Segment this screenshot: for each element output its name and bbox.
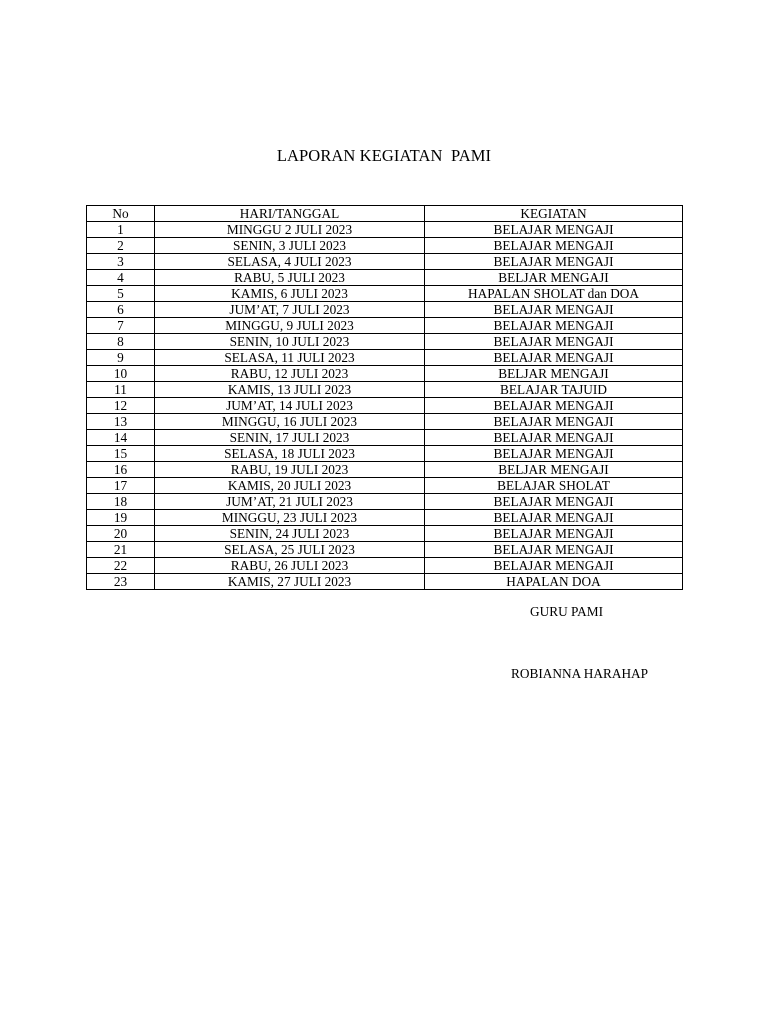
row-number-cell: 5 <box>87 286 155 302</box>
row-activity-cell: BELAJAR MENGAJI <box>425 222 683 238</box>
row-activity-cell: BELAJAR MENGAJI <box>425 318 683 334</box>
row-number-cell: 11 <box>87 382 155 398</box>
page-title: LAPORAN KEGIATAN PAMI <box>276 146 492 165</box>
row-activity-cell: BELJAR MENGAJI <box>425 366 683 382</box>
row-activity-cell: BELAJAR MENGAJI <box>425 430 683 446</box>
row-number-cell: 16 <box>87 462 155 478</box>
row-date-cell: SELASA, 11 JULI 2023 <box>155 350 425 366</box>
row-activity-cell: HAPALAN DOA <box>425 574 683 590</box>
row-number-cell: 1 <box>87 222 155 238</box>
row-date-cell: JUM’AT, 7 JULI 2023 <box>155 302 425 318</box>
table-row <box>87 222 683 238</box>
table-row <box>87 350 683 366</box>
table-row <box>87 382 683 398</box>
row-number-cell: 14 <box>87 430 155 446</box>
table-row <box>87 366 683 382</box>
row-number-cell: 12 <box>87 398 155 414</box>
row-number-cell: 7 <box>87 318 155 334</box>
row-number-cell: 9 <box>87 350 155 366</box>
row-number-cell: 21 <box>87 542 155 558</box>
row-number-cell: 20 <box>87 526 155 542</box>
row-activity-cell: BELAJAR MENGAJI <box>425 334 683 350</box>
row-number-cell: 18 <box>87 494 155 510</box>
row-activity-cell: BELAJAR MENGAJI <box>425 494 683 510</box>
table-row <box>87 574 683 590</box>
table-row <box>87 462 683 478</box>
row-number-cell: 4 <box>87 270 155 286</box>
row-activity-cell: BELJAR MENGAJI <box>425 270 683 286</box>
signature-role: GURU PAMI <box>530 604 604 619</box>
row-activity-cell: BELAJAR MENGAJI <box>425 414 683 430</box>
column-header-date: HARI/TANGGAL <box>155 206 425 222</box>
row-date-cell: JUM’AT, 14 JULI 2023 <box>155 398 425 414</box>
row-number-cell: 8 <box>87 334 155 350</box>
row-activity-cell: BELAJAR MENGAJI <box>425 254 683 270</box>
row-number-cell: 10 <box>87 366 155 382</box>
column-header-activity: KEGIATAN <box>425 206 683 222</box>
row-date-cell: MINGGU, 16 JULI 2023 <box>155 414 425 430</box>
row-number-cell: 2 <box>87 238 155 254</box>
row-date-cell: MINGGU, 9 JULI 2023 <box>155 318 425 334</box>
table-row <box>87 286 683 302</box>
row-number-cell: 13 <box>87 414 155 430</box>
row-date-cell: SENIN, 24 JULI 2023 <box>155 526 425 542</box>
row-date-cell: KAMIS, 6 JULI 2023 <box>155 286 425 302</box>
table-row <box>87 334 683 350</box>
row-date-cell: SELASA, 4 JULI 2023 <box>155 254 425 270</box>
row-date-cell: KAMIS, 13 JULI 2023 <box>155 382 425 398</box>
column-header-no: No <box>87 206 155 222</box>
row-activity-cell: BELAJAR SHOLAT <box>425 478 683 494</box>
table-row <box>87 478 683 494</box>
row-date-cell: RABU, 5 JULI 2023 <box>155 270 425 286</box>
row-date-cell: SENIN, 3 JULI 2023 <box>155 238 425 254</box>
table-row <box>87 542 683 558</box>
activity-report-table <box>86 205 683 590</box>
row-date-cell: SELASA, 18 JULI 2023 <box>155 446 425 462</box>
signature-name: ROBIANNA HARAHAP <box>511 666 649 681</box>
row-date-cell: RABU, 12 JULI 2023 <box>155 366 425 382</box>
row-number-cell: 6 <box>87 302 155 318</box>
row-number-cell: 23 <box>87 574 155 590</box>
table-row <box>87 494 683 510</box>
row-date-cell: MINGGU, 23 JULI 2023 <box>155 510 425 526</box>
row-activity-cell: BELAJAR TAJUID <box>425 382 683 398</box>
row-activity-cell: BELAJAR MENGAJI <box>425 398 683 414</box>
row-activity-cell: BELJAR MENGAJI <box>425 462 683 478</box>
row-activity-cell: BELAJAR MENGAJI <box>425 350 683 366</box>
row-date-cell: KAMIS, 20 JULI 2023 <box>155 478 425 494</box>
row-activity-cell: BELAJAR MENGAJI <box>425 510 683 526</box>
row-number-cell: 17 <box>87 478 155 494</box>
table-header-row <box>87 206 683 222</box>
row-date-cell: RABU, 26 JULI 2023 <box>155 558 425 574</box>
row-activity-cell: BELAJAR MENGAJI <box>425 302 683 318</box>
table-row <box>87 446 683 462</box>
table-row <box>87 526 683 542</box>
row-activity-cell: BELAJAR MENGAJI <box>425 526 683 542</box>
row-activity-cell: HAPALAN SHOLAT dan DOA <box>425 286 683 302</box>
row-number-cell: 15 <box>87 446 155 462</box>
row-date-cell: MINGGU 2 JULI 2023 <box>155 222 425 238</box>
row-date-cell: KAMIS, 27 JULI 2023 <box>155 574 425 590</box>
table-row <box>87 558 683 574</box>
row-date-cell: RABU, 19 JULI 2023 <box>155 462 425 478</box>
table-row <box>87 430 683 446</box>
table-body <box>87 222 683 590</box>
row-date-cell: JUM’AT, 21 JULI 2023 <box>155 494 425 510</box>
row-activity-cell: BELAJAR MENGAJI <box>425 238 683 254</box>
table-row <box>87 398 683 414</box>
table-row <box>87 302 683 318</box>
row-number-cell: 19 <box>87 510 155 526</box>
table-row <box>87 254 683 270</box>
row-date-cell: SENIN, 10 JULI 2023 <box>155 334 425 350</box>
row-date-cell: SENIN, 17 JULI 2023 <box>155 430 425 446</box>
table-row <box>87 414 683 430</box>
row-activity-cell: BELAJAR MENGAJI <box>425 542 683 558</box>
row-date-cell: SELASA, 25 JULI 2023 <box>155 542 425 558</box>
table-row <box>87 270 683 286</box>
row-number-cell: 22 <box>87 558 155 574</box>
table-row <box>87 510 683 526</box>
row-activity-cell: BELAJAR MENGAJI <box>425 446 683 462</box>
row-activity-cell: BELAJAR MENGAJI <box>425 558 683 574</box>
row-number-cell: 3 <box>87 254 155 270</box>
table-row <box>87 318 683 334</box>
table-row <box>87 238 683 254</box>
